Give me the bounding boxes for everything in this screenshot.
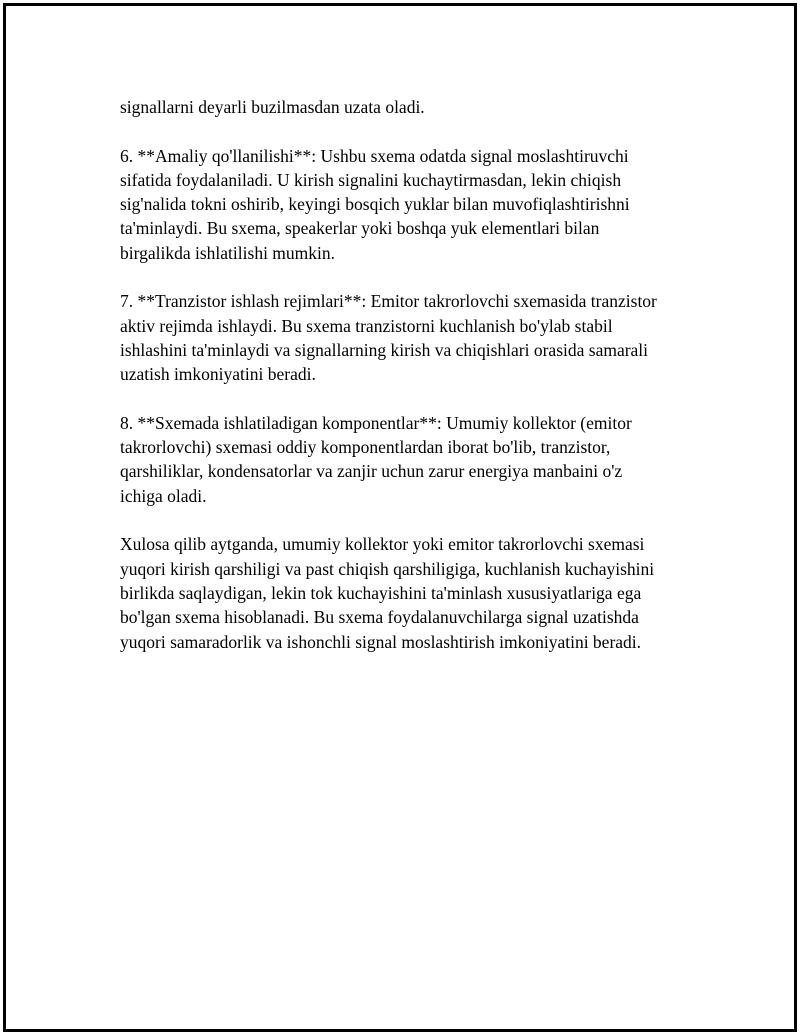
text-line: ishlashini ta'minlaydi va signallarning kirish va chiqishlari orasida samarali bbox=[120, 339, 649, 360]
text-line: yuqori kirish qarshiligi va past chiqish qarshiligiga, kuchlanish kuchayishini bbox=[120, 558, 655, 579]
text-line: qarshiliklar, kondensatorlar va zanjir uchun zarur energiya manbaini o'z bbox=[120, 461, 623, 482]
document-body bbox=[120, 95, 690, 678]
text-line: signallarni deyarli buzilmasdan uzata oladi. bbox=[120, 97, 425, 117]
paragraph-continuation bbox=[120, 95, 690, 119]
text-line: yuqori samaradorlik va ishonchli signal moslashtirish imkoniyatini beradi. bbox=[120, 631, 642, 652]
paragraph-item-6 bbox=[120, 144, 690, 265]
text-line: 7. **Tranzistor ishlash rejimlari**: Emitor takrorlovchi sxemasida tranzistor bbox=[120, 291, 657, 312]
text-line: Xulosa qilib aytganda, umumiy kollektor yoki emitor takrorlovchi sxemasi bbox=[120, 534, 645, 555]
text-line: sig'nalida tokni oshirib, keyingi bosqich yuklar bilan muvofiqlashtirishni bbox=[120, 194, 630, 215]
text-line: ta'minlaydi. Bu sxema, speakerlar yoki boshqa yuk elementlari bilan bbox=[120, 218, 600, 239]
text-line: sifatida foydalaniladi. U kirish signalini kuchaytirmasdan, lekin chiqish bbox=[120, 169, 622, 190]
paragraph-item-7 bbox=[120, 289, 690, 386]
text-line: birgalikda ishlatilishi mumkin. bbox=[120, 242, 336, 263]
text-line: ichiga oladi. bbox=[120, 485, 207, 506]
text-line: takrorlovchi) sxemasi oddiy komponentlardan iborat bo'lib, tranzistor, bbox=[120, 437, 611, 458]
text-line: aktiv rejimda ishlaydi. Bu sxema tranzistorni kuchlanish bo'ylab stabil bbox=[120, 315, 613, 336]
text-line: bo'lgan sxema hisoblanadi. Bu sxema foydalanuvchilarga signal uzatishda bbox=[120, 607, 639, 628]
text-line: uzatish imkoniyatini beradi. bbox=[120, 364, 316, 385]
page-frame bbox=[3, 3, 797, 1032]
text-line: 6. **Amaliy qo'llanilishi**: Ushbu sxema odatda signal moslashtiruvchi bbox=[120, 145, 629, 166]
paragraph-item-8 bbox=[120, 411, 690, 508]
paragraph-conclusion bbox=[120, 532, 690, 653]
text-line: 8. **Sxemada ishlatiladigan komponentlar**: Umumiy kollektor (emitor bbox=[120, 412, 632, 433]
text-line: birlikda saqlaydigan, lekin tok kuchayishini ta'minlash xususiyatlariga ega bbox=[120, 582, 642, 603]
